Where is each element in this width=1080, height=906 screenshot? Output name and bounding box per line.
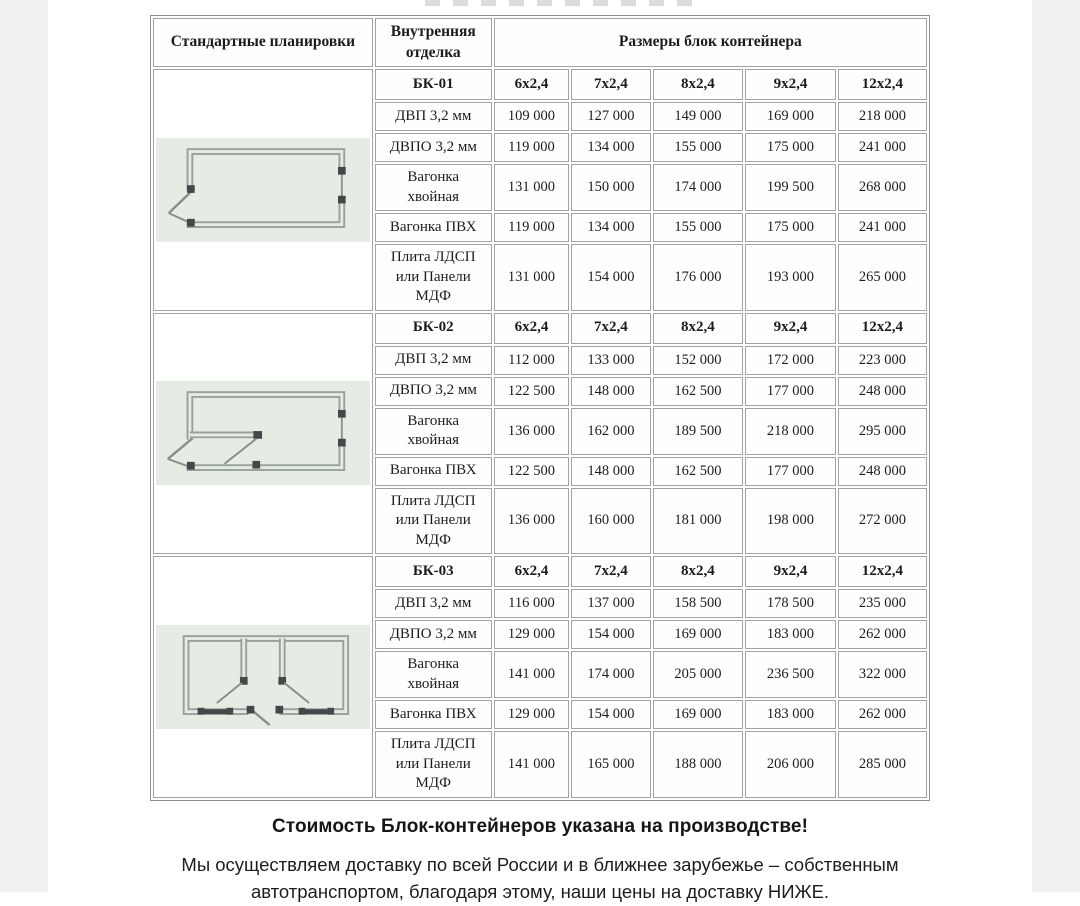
price-cell: 160 000 — [571, 488, 650, 555]
price-table — [150, 15, 930, 801]
finish-cell: Вагонка хвойная — [375, 164, 492, 211]
price-cell: 109 000 — [494, 102, 570, 131]
size-cell: 9х2,4 — [745, 556, 836, 587]
price-cell: 262 000 — [838, 700, 927, 729]
price-cell: 136 000 — [494, 488, 570, 555]
plan-cell — [153, 69, 373, 311]
price-cell: 141 000 — [494, 651, 570, 698]
price-cell: 172 000 — [745, 346, 836, 375]
price-cell: 295 000 — [838, 408, 927, 455]
price-cell: 133 000 — [571, 346, 650, 375]
size-cell: 7х2,4 — [571, 69, 650, 100]
price-cell: 322 000 — [838, 651, 927, 698]
finish-cell: ДВПО 3,2 мм — [375, 377, 492, 406]
price-cell: 119 000 — [494, 133, 570, 162]
price-cell: 181 000 — [653, 488, 744, 555]
price-cell: 122 500 — [494, 377, 570, 406]
finish-cell: ДВП 3,2 мм — [375, 589, 492, 618]
finish-cell: Плита ЛДСП или Панели МДФ — [375, 488, 492, 555]
size-cell: 12х2,4 — [838, 556, 927, 587]
size-cell: 8х2,4 — [653, 69, 744, 100]
price-cell: 134 000 — [571, 213, 650, 242]
price-cell: 188 000 — [653, 731, 744, 798]
price-cell: 174 000 — [571, 651, 650, 698]
plan-cell — [153, 313, 373, 555]
price-cell: 218 000 — [745, 408, 836, 455]
price-table-body — [153, 18, 927, 798]
price-cell: 177 000 — [745, 377, 836, 406]
price-cell: 112 000 — [494, 346, 570, 375]
price-cell: 158 500 — [653, 589, 744, 618]
price-cell: 174 000 — [653, 164, 744, 211]
finish-cell: Вагонка ПВХ — [375, 700, 492, 729]
price-cell: 148 000 — [571, 377, 650, 406]
price-cell: 248 000 — [838, 377, 927, 406]
price-cell: 169 000 — [745, 102, 836, 131]
price-cell: 178 500 — [745, 589, 836, 618]
price-cell: 206 000 — [745, 731, 836, 798]
model-cell: БК-03 — [375, 556, 492, 587]
price-cell: 129 000 — [494, 700, 570, 729]
size-cell: 12х2,4 — [838, 313, 927, 344]
finish-header-cell: Внутренняя отделка — [375, 18, 492, 67]
price-cell: 149 000 — [653, 102, 744, 131]
plan-cell — [153, 556, 373, 798]
price-cell: 155 000 — [653, 213, 744, 242]
content-area — [150, 15, 930, 906]
price-cell: 169 000 — [653, 700, 744, 729]
price-cell: 235 000 — [838, 589, 927, 618]
price-cell: 162 500 — [653, 457, 744, 486]
price-cell: 189 500 — [653, 408, 744, 455]
price-cell: 218 000 — [838, 102, 927, 131]
finish-cell: Плита ЛДСП или Панели МДФ — [375, 244, 492, 311]
price-cell: 116 000 — [494, 589, 570, 618]
finish-cell: ДВП 3,2 мм — [375, 346, 492, 375]
finish-cell: Вагонка ПВХ — [375, 213, 492, 242]
price-cell: 122 500 — [494, 457, 570, 486]
price-cell: 162 500 — [653, 377, 744, 406]
price-cell: 265 000 — [838, 244, 927, 311]
price-cell: 131 000 — [494, 164, 570, 211]
price-cell: 175 000 — [745, 213, 836, 242]
footer-delivery-text: Мы осуществляем доставку по всей России и в ближнее зарубежье – собственным автотранспортом, благодаря этому, наши цены на доставку НИЖЕ. — [150, 851, 930, 906]
finish-cell: Плита ЛДСП или Панели МДФ — [375, 731, 492, 798]
size-cell: 6х2,4 — [494, 69, 570, 100]
finish-cell: Вагонка хвойная — [375, 408, 492, 455]
model-cell: БК-02 — [375, 313, 492, 344]
plan-strip — [156, 625, 370, 729]
price-cell: 127 000 — [571, 102, 650, 131]
price-cell: 176 000 — [653, 244, 744, 311]
price-cell: 162 000 — [571, 408, 650, 455]
price-cell: 175 000 — [745, 133, 836, 162]
price-cell: 148 000 — [571, 457, 650, 486]
cropped-title-remnant — [425, 0, 693, 6]
size-cell: 6х2,4 — [494, 313, 570, 344]
footer-title: Стоимость Блок-контейнеров указана на производстве! — [150, 816, 930, 838]
price-cell: 137 000 — [571, 589, 650, 618]
price-cell: 241 000 — [838, 133, 927, 162]
price-cell: 183 000 — [745, 620, 836, 649]
size-cell: 9х2,4 — [745, 69, 836, 100]
size-cell: 12х2,4 — [838, 69, 927, 100]
left-margin-strip — [0, 0, 48, 892]
model-header-row — [153, 69, 927, 100]
price-cell: 285 000 — [838, 731, 927, 798]
price-cell: 241 000 — [838, 213, 927, 242]
floorplan-БК-01-icon — [157, 140, 369, 240]
price-cell: 223 000 — [838, 346, 927, 375]
right-margin-strip — [1032, 0, 1080, 892]
price-cell: 154 000 — [571, 244, 650, 311]
finish-cell: Вагонка ПВХ — [375, 457, 492, 486]
price-cell: 205 000 — [653, 651, 744, 698]
price-cell: 155 000 — [653, 133, 744, 162]
price-cell: 154 000 — [571, 700, 650, 729]
price-cell: 268 000 — [838, 164, 927, 211]
finish-cell: ДВПО 3,2 мм — [375, 133, 492, 162]
size-cell: 6х2,4 — [494, 556, 570, 587]
price-cell: 248 000 — [838, 457, 927, 486]
finish-cell: ДВП 3,2 мм — [375, 102, 492, 131]
price-cell: 198 000 — [745, 488, 836, 555]
price-cell: 134 000 — [571, 133, 650, 162]
finish-cell: ДВПО 3,2 мм — [375, 620, 492, 649]
price-cell: 272 000 — [838, 488, 927, 555]
floorplan-БК-03-icon — [157, 627, 369, 727]
size-cell: 9х2,4 — [745, 313, 836, 344]
price-cell: 169 000 — [653, 620, 744, 649]
price-cell: 136 000 — [494, 408, 570, 455]
price-cell: 154 000 — [571, 620, 650, 649]
price-cell: 119 000 — [494, 213, 570, 242]
table-header-row — [153, 18, 927, 67]
size-cell: 7х2,4 — [571, 313, 650, 344]
size-cell: 7х2,4 — [571, 556, 650, 587]
size-cell: 8х2,4 — [653, 313, 744, 344]
price-cell: 236 500 — [745, 651, 836, 698]
model-header-row — [153, 313, 927, 344]
plan-strip — [156, 138, 370, 242]
price-cell: 193 000 — [745, 244, 836, 311]
price-cell: 152 000 — [653, 346, 744, 375]
price-cell: 131 000 — [494, 244, 570, 311]
price-cell: 165 000 — [571, 731, 650, 798]
price-cell: 262 000 — [838, 620, 927, 649]
layouts-header-cell: Стандартные планировки — [153, 18, 373, 67]
finish-cell: Вагонка хвойная — [375, 651, 492, 698]
floorplan-БК-02-icon — [157, 383, 369, 483]
sizes-header-cell: Размеры блок контейнера — [494, 18, 927, 67]
price-cell: 129 000 — [494, 620, 570, 649]
plan-strip — [156, 381, 370, 485]
price-cell: 183 000 — [745, 700, 836, 729]
price-cell: 141 000 — [494, 731, 570, 798]
price-cell: 199 500 — [745, 164, 836, 211]
size-cell: 8х2,4 — [653, 556, 744, 587]
price-cell: 150 000 — [571, 164, 650, 211]
model-header-row — [153, 556, 927, 587]
footer — [150, 816, 930, 906]
price-cell: 177 000 — [745, 457, 836, 486]
model-cell: БК-01 — [375, 69, 492, 100]
